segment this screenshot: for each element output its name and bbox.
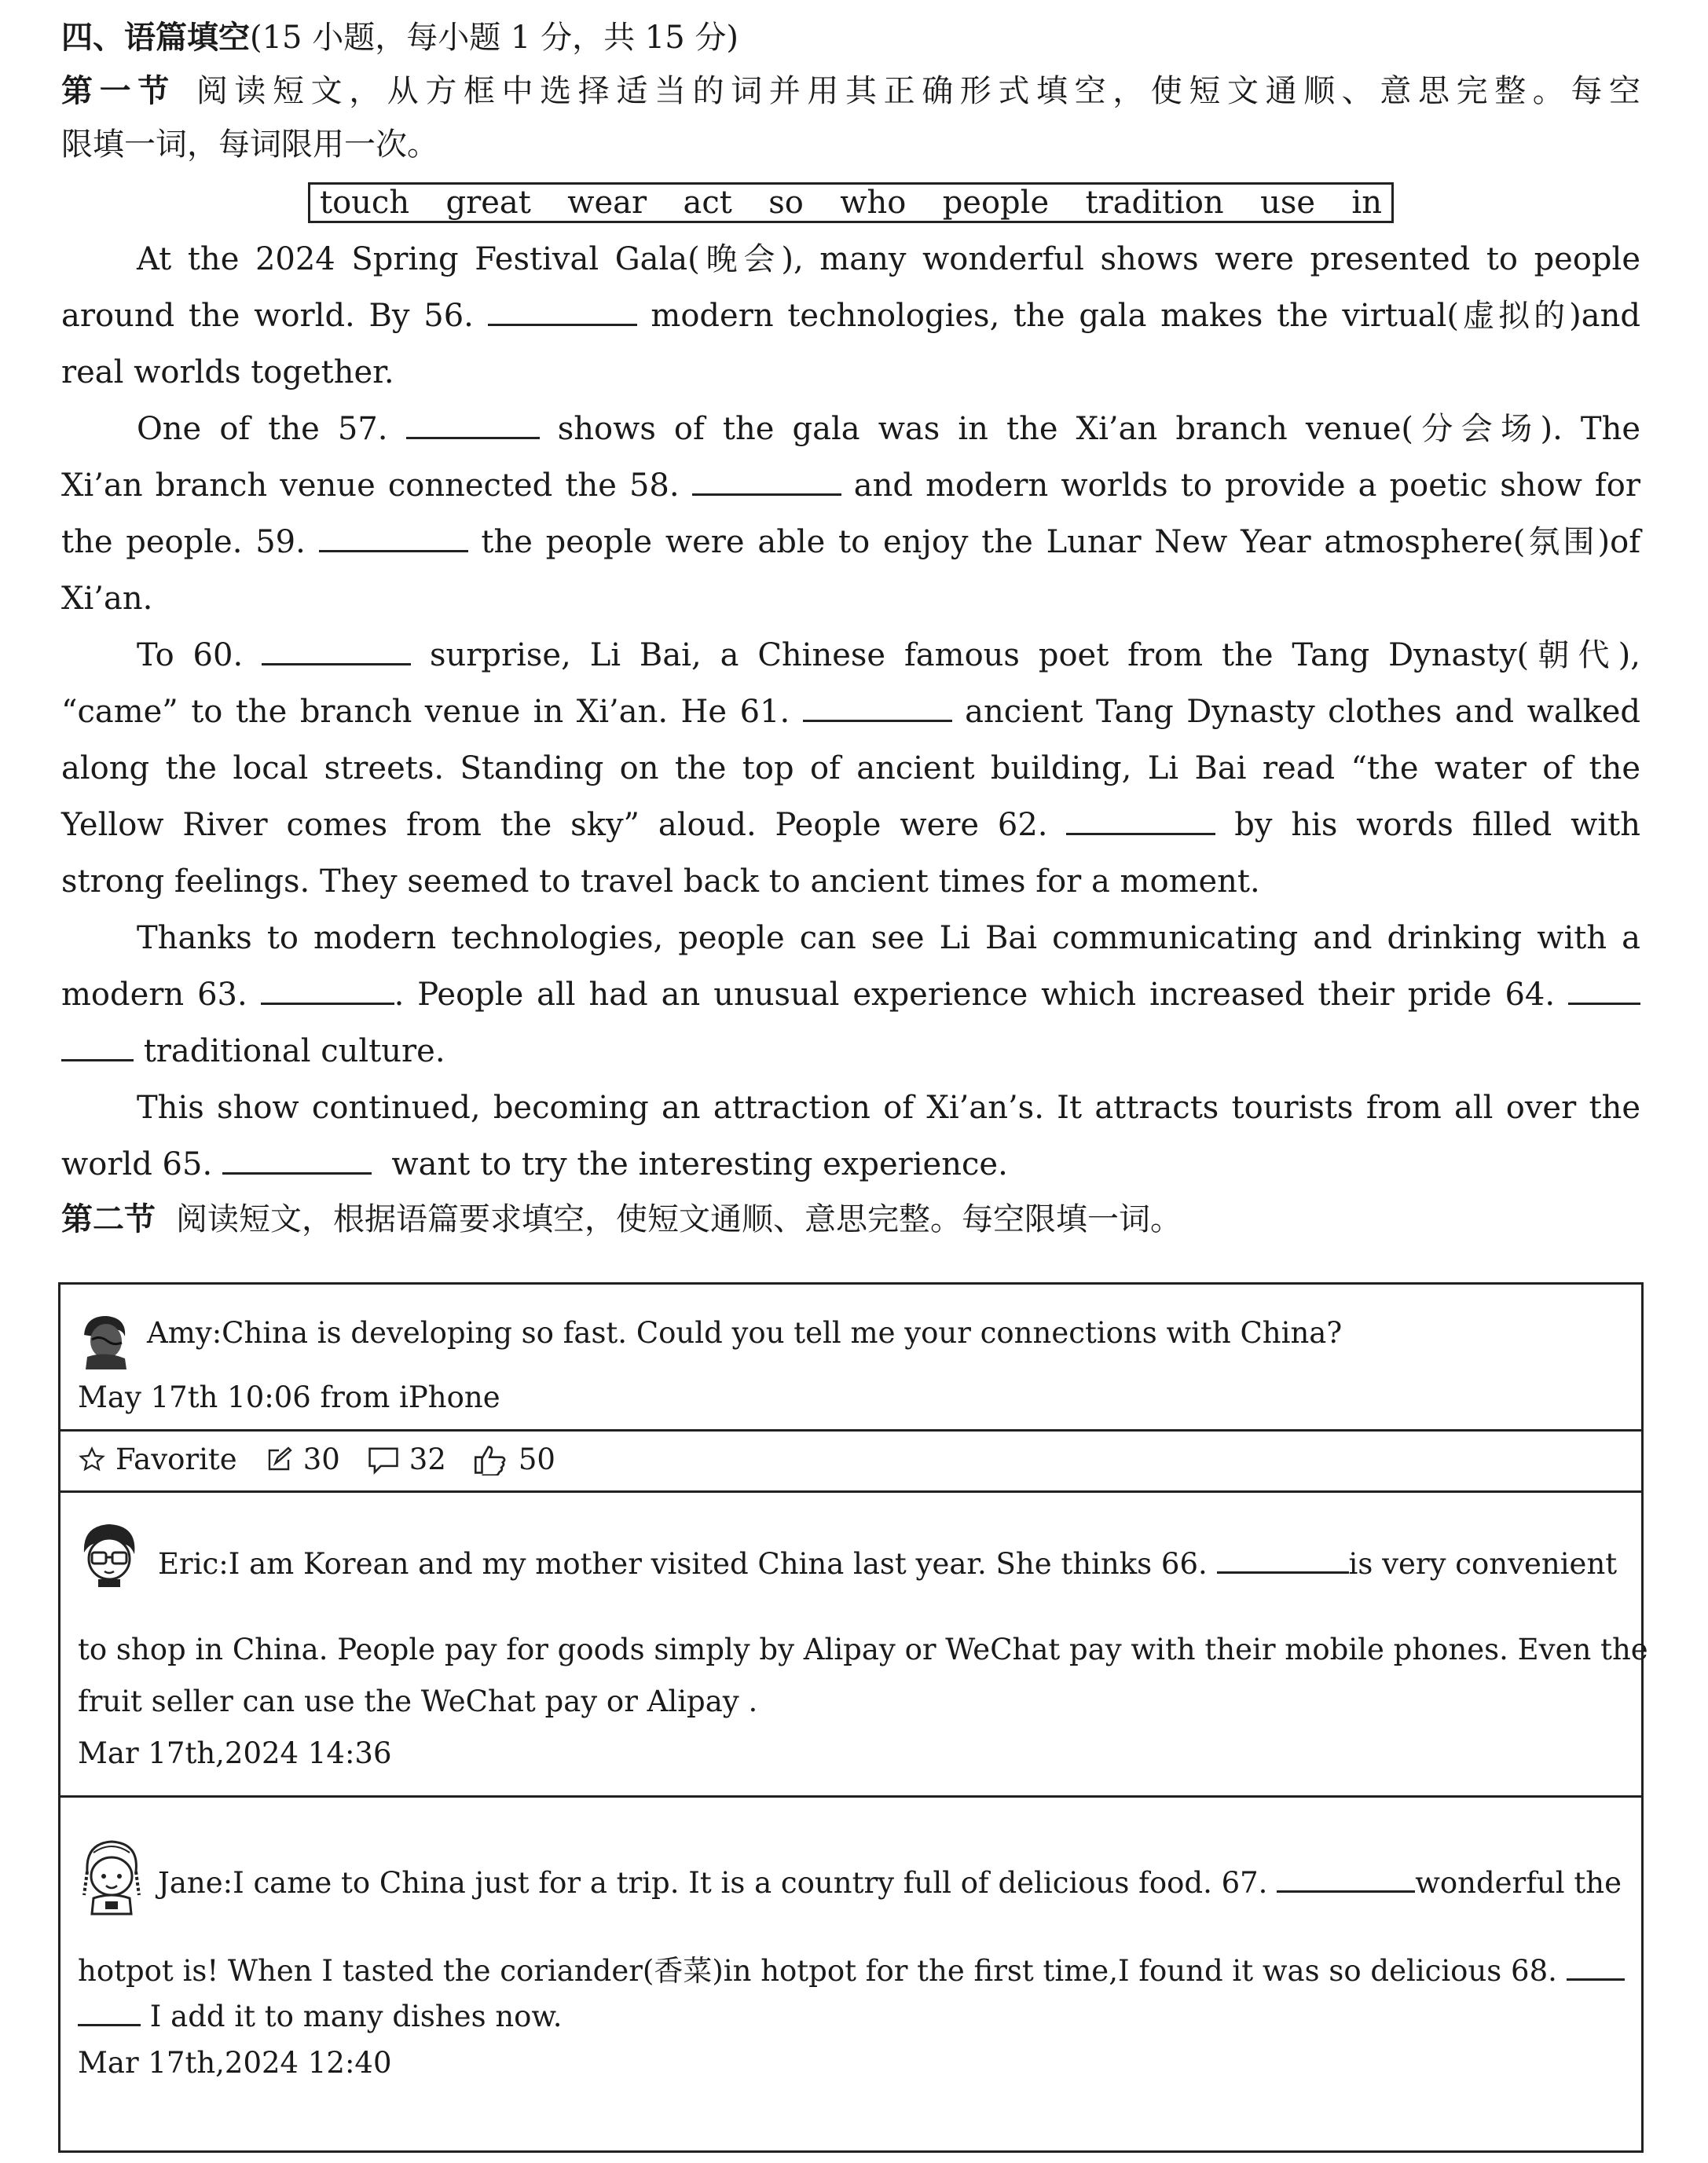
share-button[interactable]: 30	[264, 1443, 340, 1476]
thumbs-up-icon	[473, 1444, 509, 1476]
word-option: act	[683, 185, 732, 221]
word-option: so	[768, 185, 804, 221]
blank-60[interactable]	[262, 636, 411, 665]
blank-68[interactable]	[1567, 1952, 1625, 1981]
blank-57[interactable]	[406, 410, 540, 439]
blank-59[interactable]	[319, 523, 468, 552]
post-meta: May 17th 10:06 from iPhone	[78, 1380, 500, 1414]
passage: At the 2024 Spring Festival Gala(晚会), many wonderful shows were presented to people around the world. By 56. modern technologies, the gala makes the virtual(虚拟的)and real worlds together. One of the 57. shows of the gala was in the Xi’an branch venue(分会场). The Xi’an branch venue connected the 58. and modern worlds to provide a poetic show for the people. 59. the people were able to enjoy the Lunar New Year atmosphere(氛围)of Xi’an. To 60. surprise, Li Bai, a Chinese famous poet from the Tang Dynasty(朝代), “came” to the branch venue in Xi’an. He 61. ancient Tang Dynasty clothes and walked along the local streets. Standing on the top of ancient building, Li Bai read “the water of the Yellow River comes from the sky” aloud. People were 62. by his words filled with strong feelings. They seemed to travel back to ancient times for a moment. Thanks to modern technologies, people can see Li Bai communicating and drinking with a modern 63. . People all had an unusual experience which increased their pride 64. traditional culture. This show continued, becoming an attraction of Xi’an’s. It attracts tourists from all over the world 65. want to try the interesting experience.	[61, 241, 1641, 1182]
edit-icon	[264, 1446, 294, 1474]
blank-56[interactable]	[488, 297, 637, 326]
section-heading	[61, 11, 1640, 64]
blank-65[interactable]	[222, 1146, 372, 1175]
blank-66[interactable]	[1217, 1545, 1349, 1574]
star-icon	[78, 1446, 106, 1474]
post-text-line: to shop in China. People pay for goods simply by Alipay or WeChat pay with their mobile phones. Even the	[78, 1633, 1648, 1666]
part-one-tag: 第一节	[61, 73, 176, 109]
post-eric	[60, 1490, 1648, 1795]
post-text-line: fruit seller can use the WeChat pay or Alipay .	[78, 1685, 758, 1718]
blank-67[interactable]	[1277, 1864, 1415, 1893]
exam-page	[61, 11, 1640, 1246]
word-option: tradition	[1085, 185, 1224, 221]
like-button[interactable]: 50	[473, 1443, 555, 1476]
post-text-line: hotpot is! When I tasted the coriander(香菜)in hotpot for the first time,I found it was so delicious 68.	[78, 1947, 1625, 1989]
word-option: in	[1351, 185, 1382, 221]
word-option: use	[1260, 185, 1316, 221]
part-one-instruction: 第一节 阅读短文，从方框中选择适当的词并用其正确形式填空，使短文通顺、意思完整。每空	[61, 73, 1641, 109]
part-two-tag: 第二节	[61, 1201, 156, 1237]
post-text-line: I add it to many dishes now.	[78, 1997, 562, 2033]
comment-button[interactable]: 32	[367, 1443, 446, 1476]
blank-61[interactable]	[803, 693, 952, 722]
word-option: touch	[320, 185, 410, 221]
blank-68-cont[interactable]	[78, 1997, 141, 2026]
word-box	[308, 182, 1394, 223]
avatar	[78, 1521, 141, 1587]
post-actions-bar	[60, 1429, 1641, 1490]
post-text-line: Jane:I came to China just for a trip. It is a country full of delicious food. 67. wonderful the	[158, 1864, 1622, 1900]
word-option: wear	[567, 185, 647, 221]
post-amy	[60, 1285, 1641, 1429]
section-title-note: (15 小题，每小题 1 分，共 15 分)	[250, 20, 739, 56]
part-two-instruction: 第二节 阅读短文，根据语篇要求填空，使短文通顺、意思完整。每空限填一词。	[61, 1201, 1182, 1237]
section-title: 四、语篇填空	[61, 20, 250, 56]
avatar	[76, 1311, 133, 1371]
word-option: people	[942, 185, 1050, 221]
post-text: Amy:China is developing so fast. Could you tell me your connections with China?	[147, 1316, 1343, 1350]
post-meta: Mar 17th,2024 14:36	[78, 1736, 392, 1770]
blank-63[interactable]	[261, 976, 394, 1005]
social-feed-board	[58, 1282, 1648, 2153]
blank-64-cont[interactable]	[61, 1032, 134, 1061]
post-text-line: Eric:I am Korean and my mother visited China last year. She thinks 66. is very convenient	[158, 1545, 1617, 1581]
comment-icon	[367, 1445, 400, 1475]
favorite-button[interactable]: Favorite	[78, 1443, 237, 1476]
blank-62[interactable]	[1066, 806, 1215, 835]
blank-64[interactable]	[1568, 976, 1640, 1005]
word-option: great	[445, 185, 531, 221]
blank-58[interactable]	[692, 467, 841, 496]
avatar	[78, 1837, 145, 1916]
word-option: who	[840, 185, 907, 221]
part-one-instruction-cont: 限填一词，每词限用一次。	[61, 126, 438, 163]
post-jane	[60, 1795, 1641, 2155]
post-meta: Mar 17th,2024 12:40	[78, 2046, 392, 2080]
